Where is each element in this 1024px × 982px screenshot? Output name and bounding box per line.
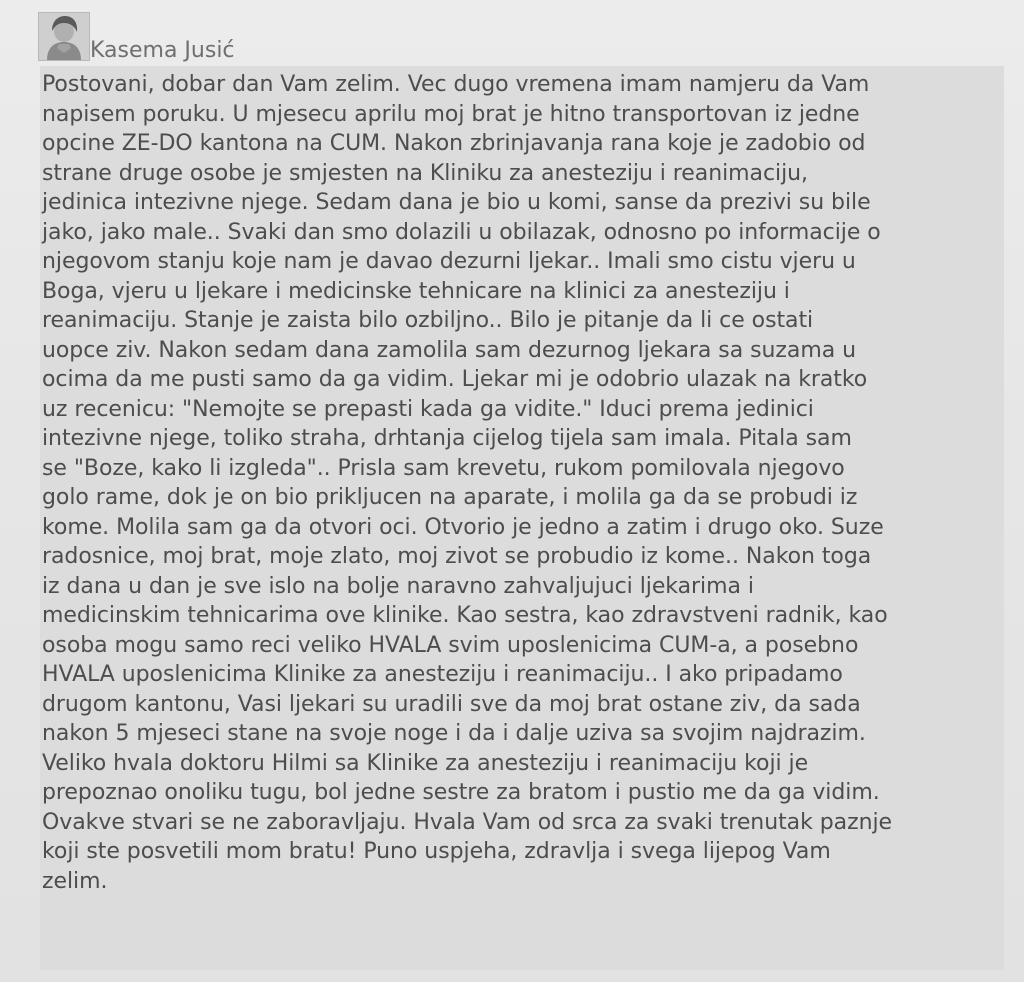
message-body (40, 66, 1004, 970)
message-line: osoba mogu samo reci veliko HVALA svim uposlenicima CUM-a, a posebno (42, 632, 859, 658)
message-line: Postovani, dobar dan Vam zelim. Vec dugo vremena imam namjeru da Vam (42, 72, 870, 97)
message-line: Veliko hvala doktoru Hilmi sa Klinike za anesteziju i reanimaciju koji je (42, 750, 809, 776)
message-line: intezivne njege, toliko straha, drhtanja cijelog tijela sam imala. Pitala sam (42, 426, 852, 451)
message-line: medicinskim tehnicarima ove klinike. Kao sestra, kao zdravstveni radnik, kao (42, 603, 888, 628)
avatar[interactable] (38, 12, 90, 61)
message-line: njegovom stanju koje nam je davao dezurni ljekar.. Imali smo cistu vjeru u (42, 249, 856, 274)
message-line: iz dana u dan je sve islo na bolje naravno zahvaljujuci ljekarima i (42, 573, 754, 599)
message-line: opcine ZE-DO kantona na CUM. Nakon zbrinjavanja rana koje je zadobio od (42, 131, 866, 156)
message-line: reanimaciju. Stanje je zaista bilo ozbiljno.. Bilo je pitanje da li ce ostati (42, 308, 814, 333)
message-line: uz recenicu: "Nemojte se prepasti kada ga vidite." Iduci prema jedinici (42, 396, 814, 422)
message-line: Ovakve stvari se ne zaboravljaju. Hvala Vam od srca za svaki trenutak paznje (42, 809, 893, 835)
user-photo-icon (39, 13, 89, 60)
message-line: nakon 5 mjeseci stane na svoje noge i da i dalje uziva sa svojim najdrazim. (42, 721, 866, 746)
message-line: prepoznao onoliku tugu, bol jedne sestre za bratom i pustio me da ga vidim. (42, 780, 880, 805)
message-line: se "Boze, kako li izgleda".. Prisla sam krevetu, rukom pomilovala njegovo (42, 455, 845, 481)
message-line: jedinica intezivne njege. Sedam dana je bio u komi, sanse da prezivi su bile (42, 190, 871, 215)
message-line: zelim. (42, 868, 108, 894)
message-line: jako, jako male.. Svaki dan smo dolazili u obilazak, odnosno po informacije o (42, 219, 881, 245)
message-line: golo rame, dok je on bio prikljucen na aparate, i molila ga da se probudi iz (42, 485, 858, 510)
message-line: koji ste posvetili mom bratu! Puno uspjeha, zdravlja i svega lijepog Vam (42, 839, 831, 864)
message-line: ocima da me pusti samo da ga vidim. Ljekar mi je odobrio ulazak na kratko (42, 367, 868, 392)
message-line: uopce ziv. Nakon sedam dana zamolila sam dezurnog ljekara sa suzama u (42, 337, 856, 363)
message-line: drugom kantonu, Vasi ljekari su uradili sve da moj brat ostane ziv, da sada (42, 691, 861, 717)
author-name[interactable]: Kasema Jusić (90, 38, 235, 63)
message-line: napisem poruku. U mjesecu aprilu moj brat je hitno transportovan iz jedne (42, 101, 860, 127)
message-line: HVALA uposlenicima Klinike za anesteziju i reanimaciju.. I ako pripadamo (42, 662, 843, 687)
message-line: kome. Molila sam ga da otvori oci. Otvorio je jedno a zatim i drugo oko. Suze (42, 514, 884, 540)
message-line: Boga, vjeru u ljekare i medicinske tehnicare na klinici za anesteziju i (42, 278, 790, 304)
message-line: radosnice, moj brat, moje zlato, moj zivot se probudio iz kome.. Nakon toga (42, 544, 872, 569)
message-line: strane druge osobe je smjesten na Kliniku za anesteziju i reanimaciju, (42, 160, 808, 186)
